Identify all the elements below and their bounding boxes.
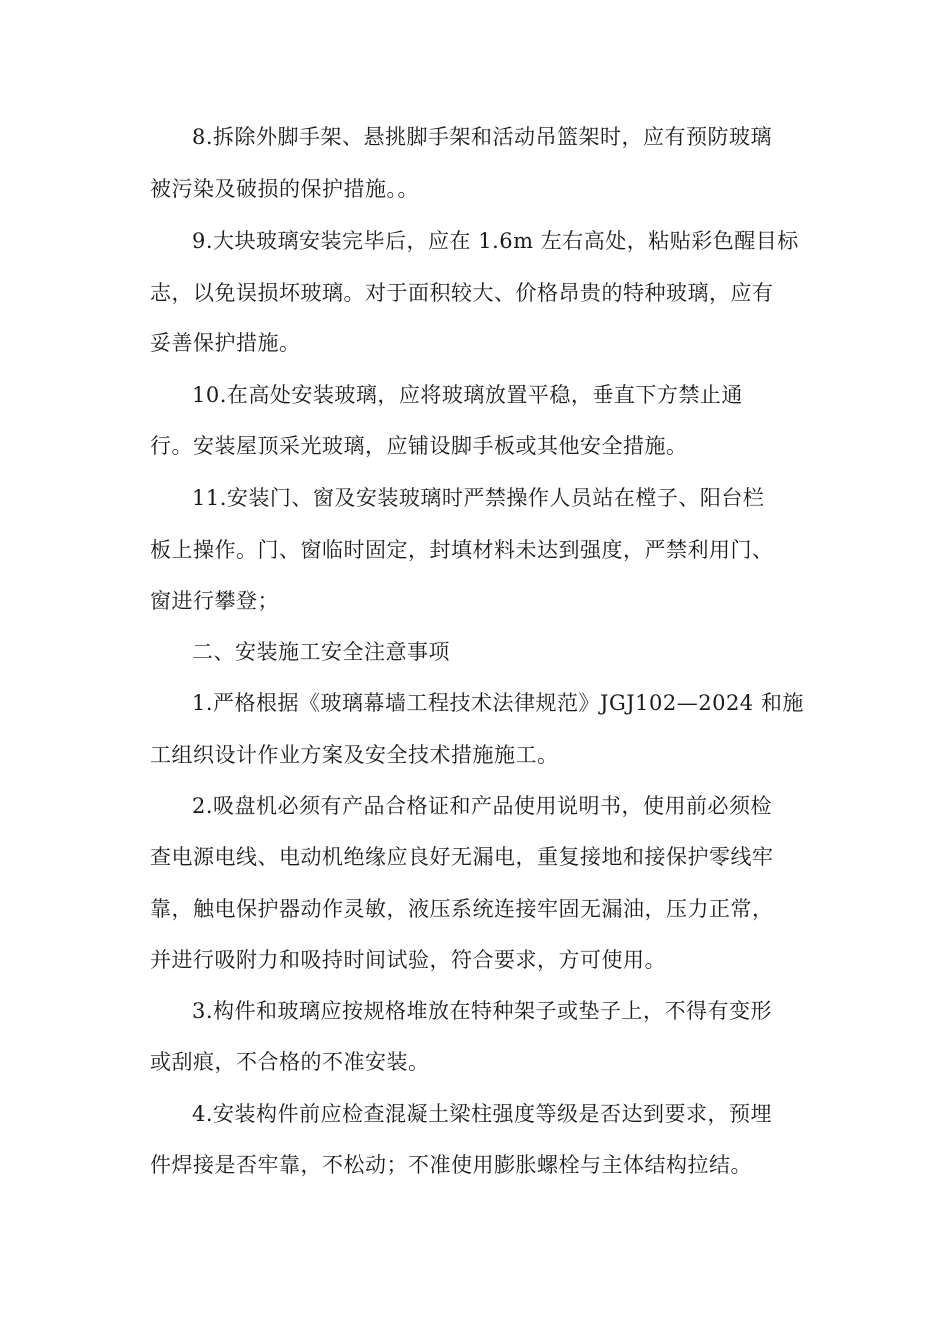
text-line: 查电源电线、电动机绝缘应良好无漏电，重复接地和接保护零线牢 (150, 845, 774, 869)
text-line: 4.安装构件前应检查混凝土梁柱强度等级是否达到要求，预埋 (192, 1102, 773, 1126)
text-line: 志，以免误损坏玻璃。对于面积较大、价格昂贵的特种玻璃，应有 (150, 281, 774, 305)
text-line: 11.安装门、窗及安装玻璃时严禁操作人员站在樘子、阳台栏 (192, 486, 765, 510)
text-line: 靠，触电保护器动作灵敏，液压系统连接牢固无漏油，压力正常， (150, 897, 774, 921)
text-line: 2.吸盘机必须有产品合格证和产品使用说明书，使用前必须检 (192, 794, 773, 818)
text-line: 被污染及破损的保护措施。。 (150, 177, 419, 201)
text-line: 3.构件和玻璃应按规格堆放在特种架子或垫子上，不得有变形 (192, 999, 773, 1023)
text-line: 窗进行攀登； (150, 589, 279, 613)
text-line: 1.严格根据《玻璃幕墙工程技术法律规范》JGJ102—2024 和施 (192, 691, 804, 715)
text-line: 8.拆除外脚手架、悬挑脚手架和活动吊篮架时，应有预防玻璃 (192, 125, 773, 149)
text-line: 板上操作。门、窗临时固定，封填材料未达到强度，严禁利用门、 (150, 538, 774, 562)
text-line: 9.大块玻璃安装完毕后，应在 1.6m 左右高处，粘贴彩色醒目标 (192, 229, 799, 253)
section-heading: 二、安装施工安全注意事项 (192, 640, 450, 664)
text-line: 行。安装屋顶采光玻璃，应铺设脚手板或其他安全措施。 (150, 434, 688, 458)
text-line: 并进行吸附力和吸持时间试验，符合要求，方可使用。 (150, 948, 666, 972)
text-line: 或刮痕，不合格的不准安装。 (150, 1050, 430, 1074)
text-line: 10.在高处安装玻璃，应将玻璃放置平稳，垂直下方禁止通 (192, 383, 743, 407)
text-line: 件焊接是否牢靠，不松动；不准使用膨胀螺栓与主体结构拉结。 (150, 1153, 752, 1177)
text-line: 妥善保护措施。 (150, 331, 301, 355)
text-line: 工组织设计作业方案及安全技术措施施工。 (150, 743, 559, 767)
